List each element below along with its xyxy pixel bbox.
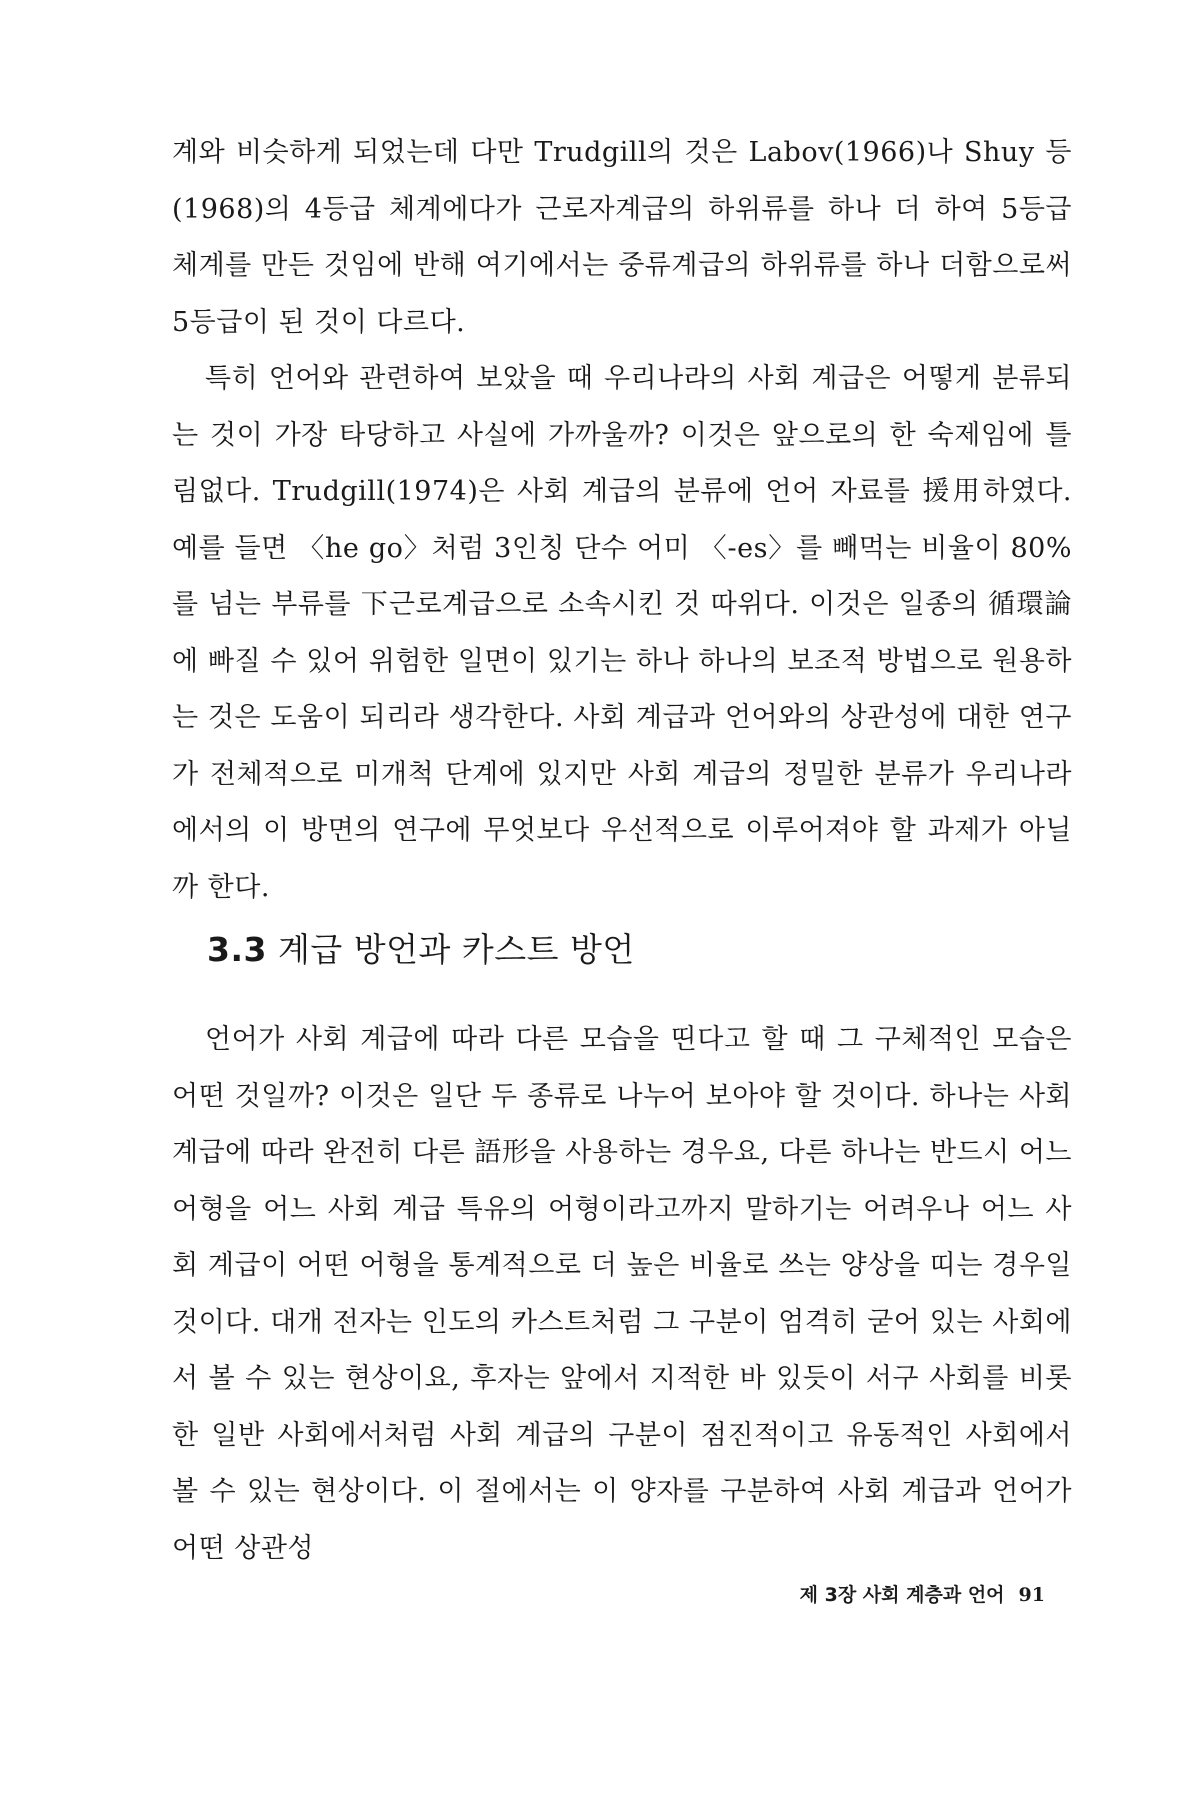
paragraph: 특히 언어와 관련하여 보았을 때 우리나라의 사회 계급은 어떻게 분류되는 것이 가장 타당하고 사실에 가까울까? 이것은 앞으로의 한 숙제임에 틀림없다. Trudgill(1974)은 사회 계급의 분류에 언어 자료를 援用하였다. 예를 들면 〈he go〉처럼 3인칭 단수 어미 〈-es〉를 빼먹는 비율이 80%를 넘는 부류를 下근로계급으로 소속시킨 것 따위다. 이것은 일종의 循環論에 빠질 수 있어 위험한 일면이 있기는 하나 하나의 보조적 방법으로 원용하는 것은 도움이 되리라 생각한다. 사회 계급과 언어와의 상관성에 대한 연구가 전체적으로 미개척 단계에 있지만 사회 계급의 정밀한 분류가 우리나라에서의 이 방면의 연구에 무엇보다 우선적으로 이루어져야 할 과제가 아닐까 한다. (172, 363, 1072, 903)
footer-chapter: 제 3장 사회 계층과 언어 (799, 1584, 1005, 1606)
section-number: 3.3 (207, 930, 267, 969)
paragraph: 언어가 사회 계급에 따라 다른 모습을 띤다고 할 때 그 구체적인 모습은 어떤 것일까? 이것은 일단 두 종류로 나누어 보아야 할 것이다. 하나는 사회 계급에 따라 완전히 다른 語形을 사용하는 경우요, 다른 하나는 반드시 어느 어형을 어느 사회 계급 특유의 어형이라고까지 말하기는 어려우나 어느 사회 계급이 어떤 어형을 통계적으로 더 높은 비율로 쓰는 양상을 띠는 경우일 것이다. 대개 전자는 인도의 카스트처럼 그 구분이 엄격히 굳어 있는 사회에서 볼 수 있는 현상이요, 후자는 앞에서 지적한 바 있듯이 서구 사회를 비롯한 일반 사회에서처럼 사회 계급의 구분이 점진적이고 유동적인 사회에서 볼 수 있는 현상이다. 이 절에서는 이 양자를 구분하여 사회 계급과 언어가 어떤 상관성 (172, 1024, 1072, 1564)
paragraph-continued: 계와 비슷하게 되었는데 다만 Trudgill의 것은 Labov(1966)나 Shuy 등(1968)의 4등급 체계에다가 근로자계급의 하위류를 하나 더 하여 5등급 체계를 만든 것임에 반해 여기에서는 중류계급의 하위류를 하나 더함으로써 5등급이 된 것이 다르다. (172, 137, 1072, 338)
body-text-top (172, 125, 1072, 916)
section-title: 계급 방언과 카스트 방언 (277, 930, 635, 969)
page-number: 91 (1018, 1584, 1045, 1606)
running-footer (800, 1580, 1045, 1610)
body-text-bottom (172, 1012, 1072, 1577)
section-heading (207, 928, 635, 972)
